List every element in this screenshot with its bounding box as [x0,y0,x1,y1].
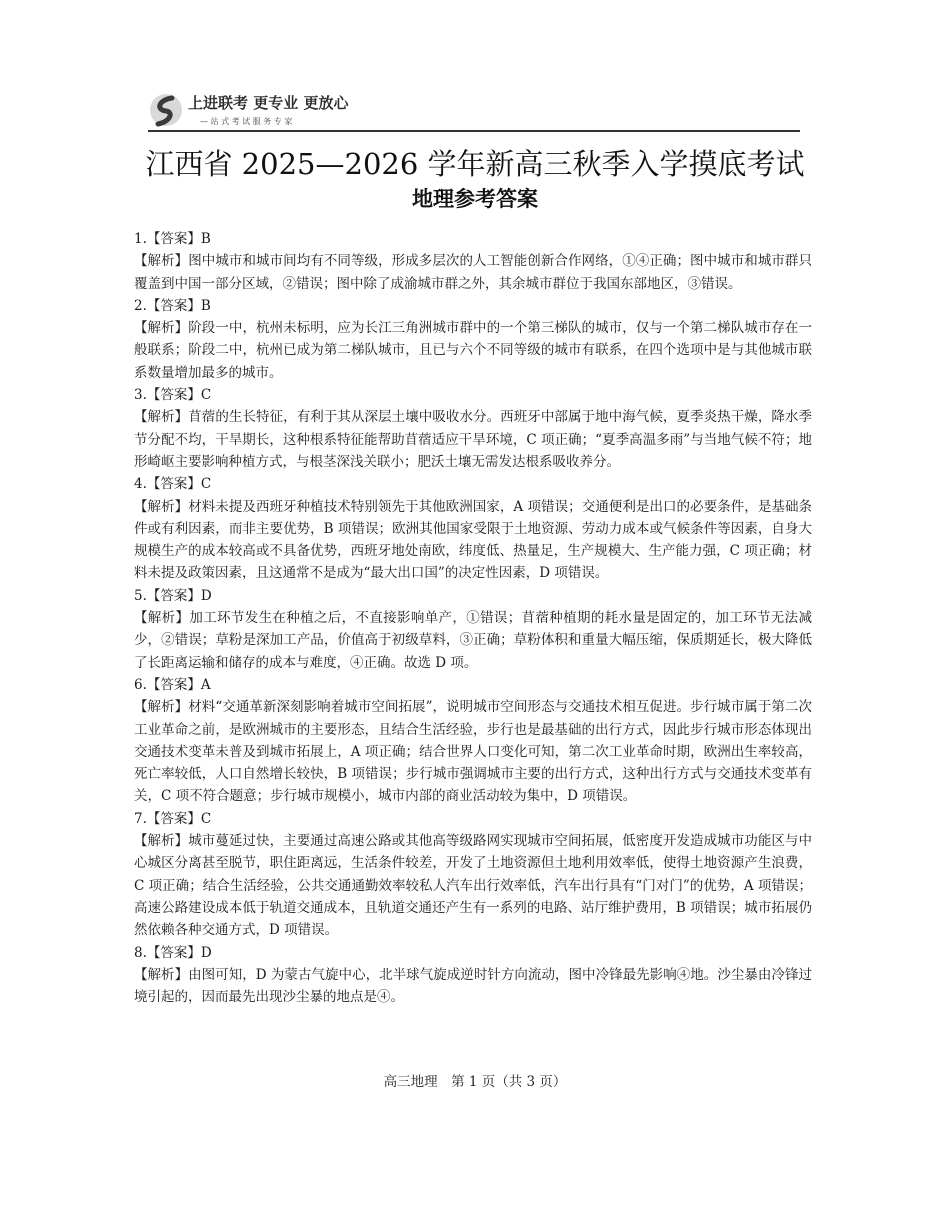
question-answer: 1.【答案】B [134,231,211,247]
question-explanation: 【解析】加工环节发生在种植之后，不直接影响单产，①错误；苜蓿种植期的耗水量是固定的，加工环节无法减少，②错误；草粉是深加工产品，价值高于初级草料，③正确；草粉体积和重量大幅压缩，保质期延长，极大降低了长距离运输和储存的成本与难度，④正确。故选 D 项。 [134,610,812,671]
question-answer: 3.【答案】C [134,387,212,404]
brand-logo-icon [148,90,184,130]
question-explanation: 【解析】苜蓿的生长特征，有利于其从深层土壤中吸收水分。西班牙中部属于地中海气候，夏季炎热干燥，降水季节分配不均，干旱期长，这种根系特征能帮助苜蓿适应干旱环境，C 项正确；“夏季高温多雨”与当地气候不符；地形崎岖主要影响种植方式，与根茎深浅关联小；肥沃土壤无需发达根系吸收养分。 [134,409,812,470]
question-item [134,295,812,384]
question-answer: 5.【答案】D [134,587,212,604]
question-explanation: 【解析】阶段一中，杭州未标明，应为长江三角洲城市群中的一个第三梯队的城市，仅与一个第二梯队城市存在一般联系；阶段二中，杭州已成为第二梯队城市，且已与六个不同等级的城市有联系，在四个选项中是与其他城市联系数量增加最多的城市。 [134,320,812,381]
question-answer: 4.【答案】C [134,476,212,493]
brand-slogan: 上进联考 更专业 更放心 [188,94,349,112]
question-explanation: 【解析】材料未提及西班牙种植技术特别领先于其他欧洲国家，A 项错误；交通便利是出口的必要条件，是基础条件或有利因素，而非主要优势，B 项错误；欧洲其他国家受限于土地资源、劳动力成本或气候条件等因素，自身大规模生产的成本较高或不具备优势，西班牙地处南欧，纬度低、热量足，生产规模大、生产能力强，C 项正确；材料未提及政策因素，且这通常不是成为“最大出口国”的决定性因素，D 项错误。 [134,498,812,582]
page-header [148,86,808,138]
question-explanation: 【解析】图中城市和城市间均有不同等级，形成多层次的人工智能创新合作网络，①④正确；图中城市和城市群只覆盖到中国一部分区域，②错误；图中除了成渝城市群之外，其余城市群位于我国东部地区，③错误。 [134,253,812,292]
exam-title: 江西省 2025—2026 学年新高三秋季入学摸底考试 [145,147,805,181]
question-answer: 8.【答案】D [134,944,212,961]
question-explanation: 【解析】城市蔓延过快，主要通过高速公路或其他高等级路网实现城市空间拓展，低密度开发造成城市功能区与中心城区分离甚至脱节，职住距离远，生活条件较差，开发了土地资源但土地利用效率低，使得土地资源产生浪费，C 项正确；结合生活经验，公共交通通勤效率较私人汽车出行效率低，汽车出行具有“门对门”的优势，A 项错误；高速公路建设成本低于轨道交通成本，且轨道交通还产生有一系列的电路、站厅维护费用，B 项错误；城市拓展仍然依赖各种交通方式，D 项错误。 [134,833,812,939]
brand-sub-slogan: — 站 式 考 试 服 务 专 家 [200,117,293,126]
question-explanation: 【解析】由图可知，D 为蒙古气旋中心，北半球气旋成逆时针方向流动，图中冷锋最先影响④地。沙尘暴由冷锋过境引起的，因而最先出现沙尘暴的地点是④。 [134,966,812,1006]
question-item [134,473,812,584]
question-answer: 2.【答案】B [134,297,211,314]
question-item [134,384,812,473]
question-explanation: 【解析】材料“交通革新深刻影响着城市空间拓展”，说明城市空间形态与交通技术相互促进。步行城市属于第二次工业革命之前，是欧洲城市的主要形态，且结合生活经验，步行也是最基础的出行方式，因此步行城市形态体现出交通技术变革未普及到城市拓展上，A 项正确；结合世界人口变化可知，第二次工业革命时期，欧洲出生率较高，死亡率较低，人口自然增长较快，B 项错误；步行城市强调城市主要的出行方式，这种出行方式与交通技术变革有关，C 项不符合题意；步行城市规模小，城市内部的商业活动较为集中，D 项错误。 [134,699,812,805]
question-item [134,228,812,295]
question-answer: 7.【答案】C [134,810,212,827]
question-item [134,674,812,808]
header-divider [148,130,800,132]
answer-key-title: 地理参考答案 [412,187,538,211]
question-answer: 6.【答案】A [134,676,211,693]
question-item [134,808,812,942]
question-item [134,585,812,674]
question-item [134,942,812,1009]
answer-list [134,228,812,1008]
page-footer: 高三地理 第 1 页（共 3 页） [383,1074,567,1090]
